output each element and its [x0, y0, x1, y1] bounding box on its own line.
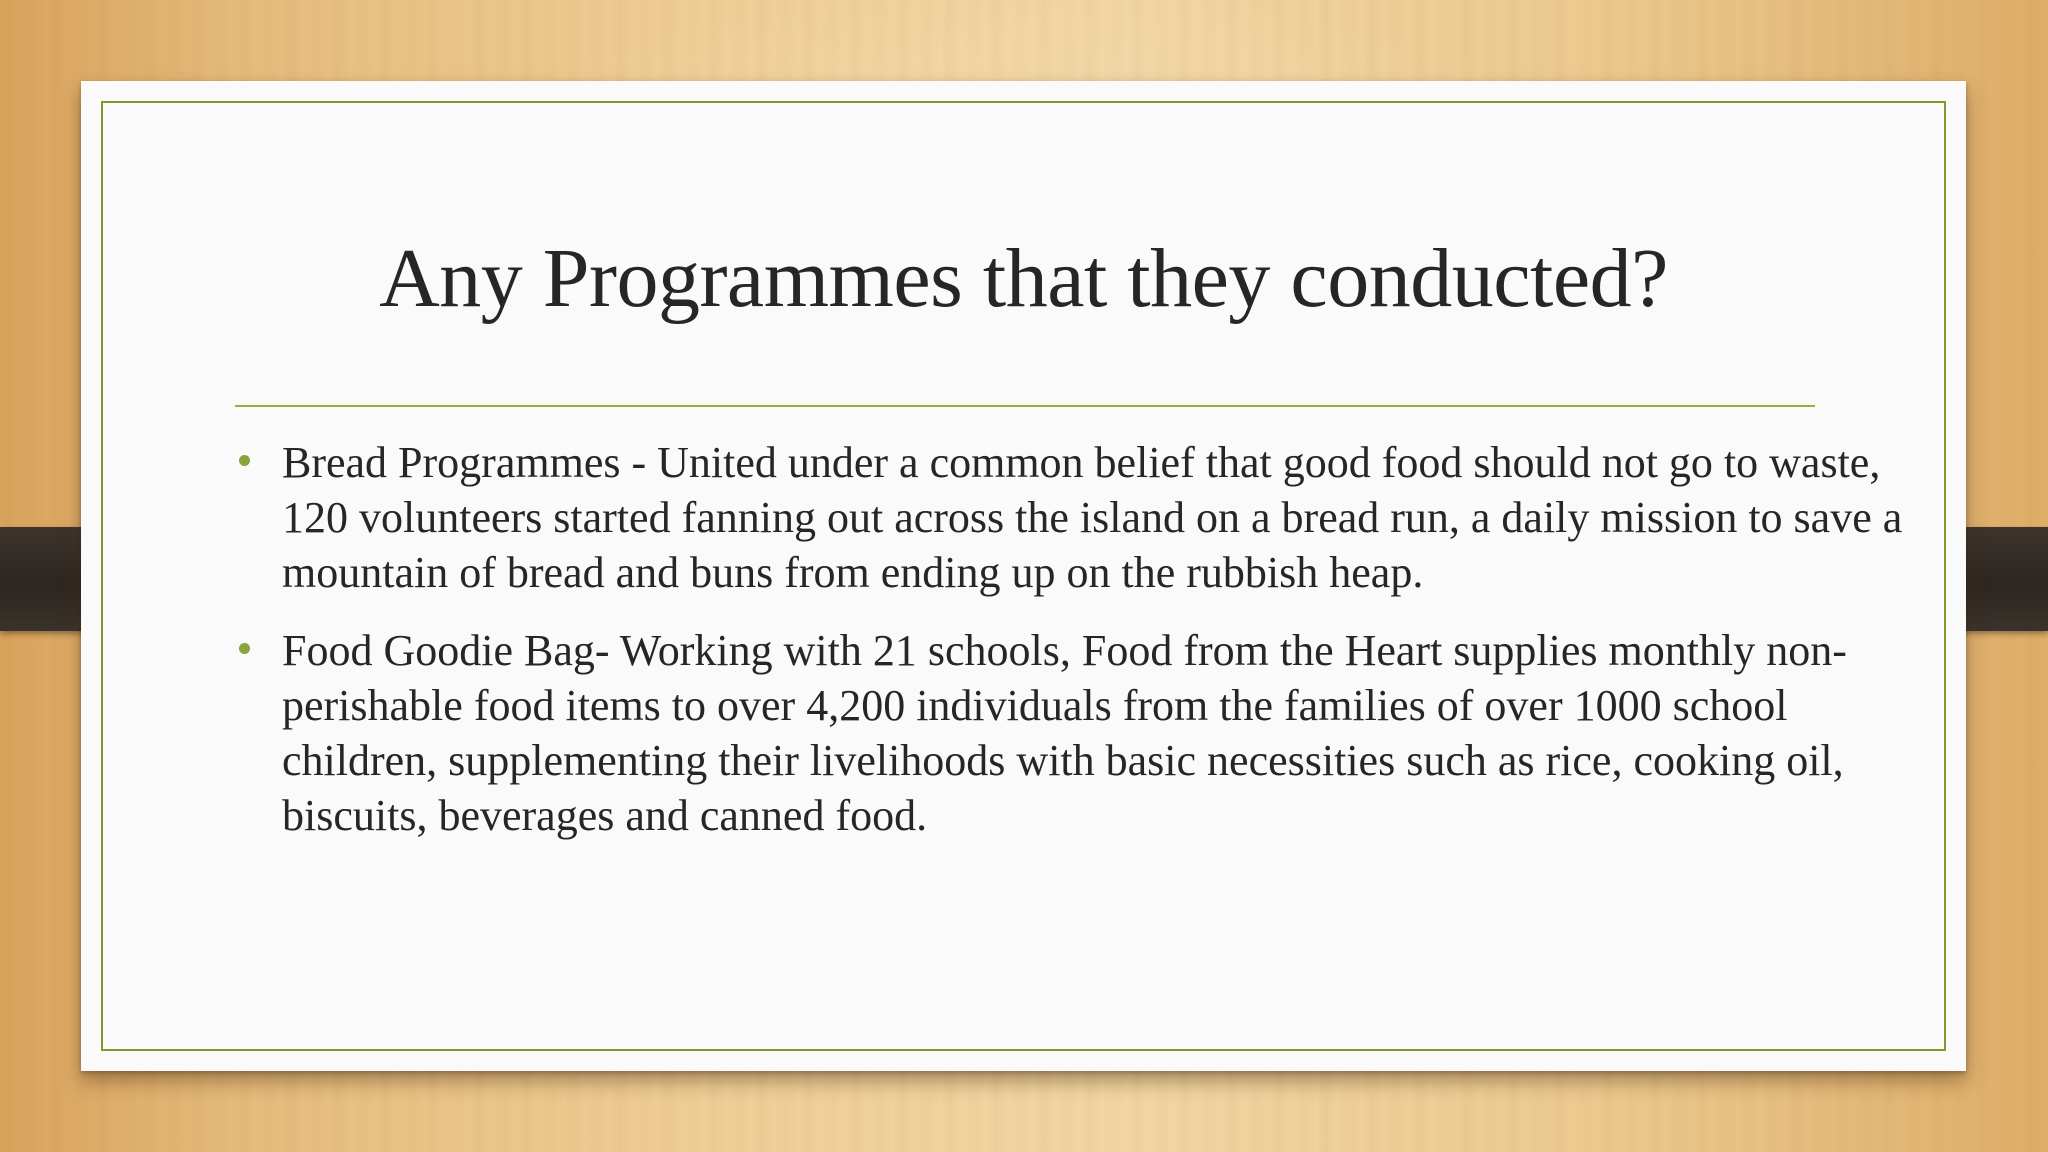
slide-card: [81, 81, 1966, 1071]
bullet-list: [281, 435, 1921, 866]
bullet-dot-icon: [239, 643, 250, 654]
bullet-item-bread-programmes: [281, 435, 1921, 600]
bullet-dot-icon: [239, 455, 250, 466]
title-divider: [235, 405, 1815, 407]
slide-title: Any Programmes that they conducted?: [379, 232, 1668, 325]
bullet-text: Bread Programmes - United under a common belief that good food should not go to waste, 120 volunteers started fanning out across the island on a bread run, a daily mission to save a mountain of bread and buns from ending up on the rubbish heap.: [282, 438, 1903, 597]
bullet-item-food-goodie-bag: [281, 623, 1921, 843]
bullet-text: Food Goodie Bag- Working with 21 schools, Food from the Heart supplies monthly non-perishable food items to over 4,200 individuals from the families of over 1000 school children, supplementing their livelihoods with basic necessities such as rice, cooking oil, biscuits, beverages and canned food.: [282, 626, 1847, 840]
